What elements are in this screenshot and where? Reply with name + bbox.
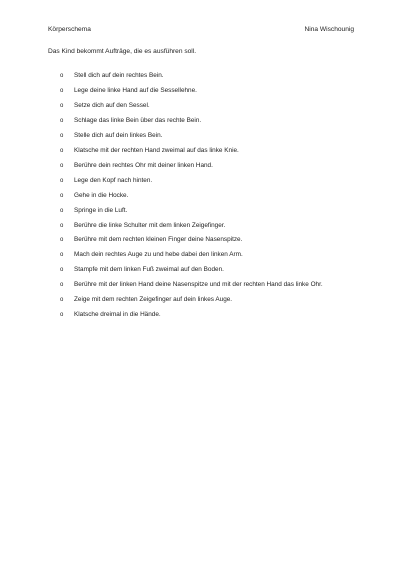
bullet-icon: o <box>60 102 64 109</box>
bullet-icon: o <box>60 312 64 319</box>
task-text: Gehe in die Hocke. <box>74 191 129 199</box>
task-text: Schlage das linke Bein über das rechte Bein. <box>74 116 202 124</box>
task-item <box>60 189 360 204</box>
bullet-icon: o <box>60 252 64 259</box>
task-item <box>60 129 360 144</box>
intro-text: Das Kind bekommt Aufträge, die es ausführen soll. <box>48 48 197 55</box>
task-text: Berühre dein rechtes Ohr mit deiner linken Hand. <box>74 161 213 169</box>
header-title: Körperschema <box>48 26 91 33</box>
bullet-icon: o <box>60 177 64 184</box>
bullet-icon: o <box>60 297 64 304</box>
task-item <box>60 233 360 248</box>
task-item <box>60 219 360 234</box>
task-text: Lege deine linke Hand auf die Sessellehne. <box>74 86 197 94</box>
task-text: Stell dich auf dein rechtes Bein. <box>74 72 164 79</box>
task-text: Setze dich auf den Sessel. <box>74 101 150 109</box>
task-text: Zeige mit dem rechten Zeigefinger auf dein linkes Auge. <box>74 296 233 304</box>
bullet-icon: o <box>60 73 64 79</box>
task-text: Klatsche dreimal in die Hände. <box>74 311 161 319</box>
task-text: Berühre mit dem rechten kleinen Finger deine Nasenspitze. <box>74 236 243 244</box>
task-text: Mach dein rechtes Auge zu und hebe dabei den linken Arm. <box>74 251 243 259</box>
task-text: Stelle dich auf dein linkes Bein. <box>74 131 163 139</box>
task-text: Stampfe mit dem linken Fuß zweimal auf den Boden. <box>74 266 224 274</box>
bullet-icon: o <box>60 132 64 139</box>
task-item <box>60 144 360 159</box>
task-list <box>60 69 360 323</box>
bullet-icon: o <box>60 162 64 169</box>
bullet-icon: o <box>60 267 64 274</box>
task-item <box>60 174 360 189</box>
task-item <box>60 308 360 323</box>
task-item <box>60 293 360 308</box>
bullet-icon: o <box>60 222 64 229</box>
task-text: Berühre die linke Schulter mit dem linken Zeigefinger. <box>74 221 226 229</box>
bullet-icon: o <box>60 282 64 289</box>
task-text: Klatsche mit der rechten Hand zweimal auf das linke Knie. <box>74 146 239 154</box>
task-item <box>60 204 360 219</box>
task-item <box>60 278 360 293</box>
task-item <box>60 114 360 129</box>
bullet-icon: o <box>60 117 64 124</box>
bullet-icon: o <box>60 192 64 199</box>
bullet-icon: o <box>60 87 64 94</box>
task-item <box>60 99 360 114</box>
header-author: Nina Wischounig <box>304 26 354 33</box>
bullet-icon: o <box>60 237 64 244</box>
task-item <box>60 84 360 99</box>
bullet-icon: o <box>60 147 64 154</box>
bullet-icon: o <box>60 207 64 214</box>
task-item <box>60 159 360 174</box>
task-item <box>60 248 360 263</box>
task-text: Lege den Kopf nach hinten. <box>74 176 153 184</box>
task-text: Berühre mit der linken Hand deine Nasenspitze und mit der rechten Hand das linke Ohr. <box>74 281 323 289</box>
task-text: Springe in die Luft. <box>74 206 128 214</box>
task-item <box>60 263 360 278</box>
task-item <box>60 69 360 84</box>
